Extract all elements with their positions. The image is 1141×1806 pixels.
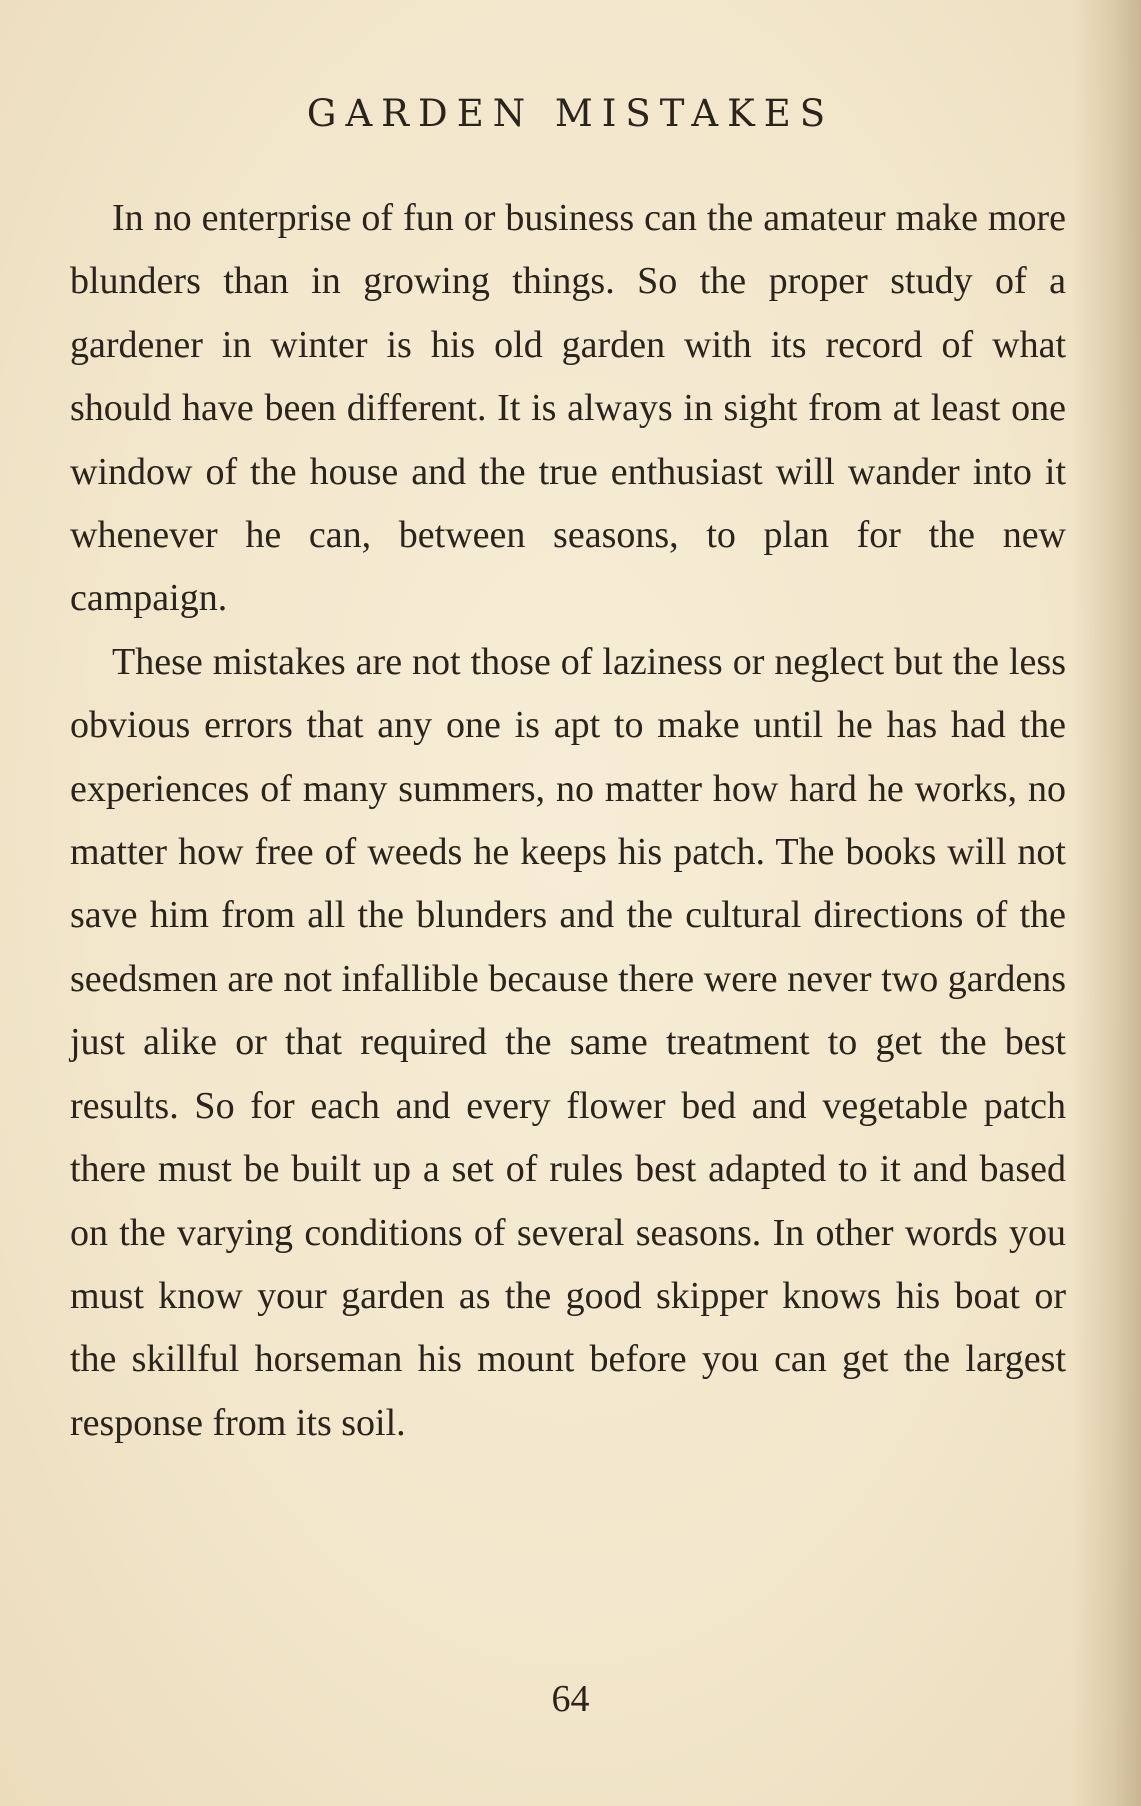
paragraph-2: These mistakes are not those of laziness or neglect but the less obvious errors that any one is apt to make until he has had the experiences of many summers, no matter how hard he works, no matter how free of weeds he keeps his patch. The books will not save him from all the blunders and the cultural directions of the seedsmen are not infallible because there were never two gardens just alike or that required the same treatment to get the best results. So for each and every flower bed and vegetable patch there must be built up a set of rules best adapted to it and based on the varying conditions of several seasons. In other words you must know your garden as the good skipper knows his boat or the skillful horseman his mount before you can get the largest response from its soil. bbox=[70, 640, 1066, 1444]
paragraph-1: In no enterprise of fun or business can the amateur make more blunders than in growing things. So the proper study of a gardener in winter is his old garden with its record of what should have been different. It is always in sight from at least one window of the house and the true enthusiast will wander into it whenever he can, between seasons, to plan for the new campaign. bbox=[70, 197, 1066, 620]
page-number: 64 bbox=[551, 1678, 590, 1720]
running-title: GARDEN MISTAKES bbox=[306, 92, 835, 135]
body-text bbox=[70, 187, 1066, 1455]
